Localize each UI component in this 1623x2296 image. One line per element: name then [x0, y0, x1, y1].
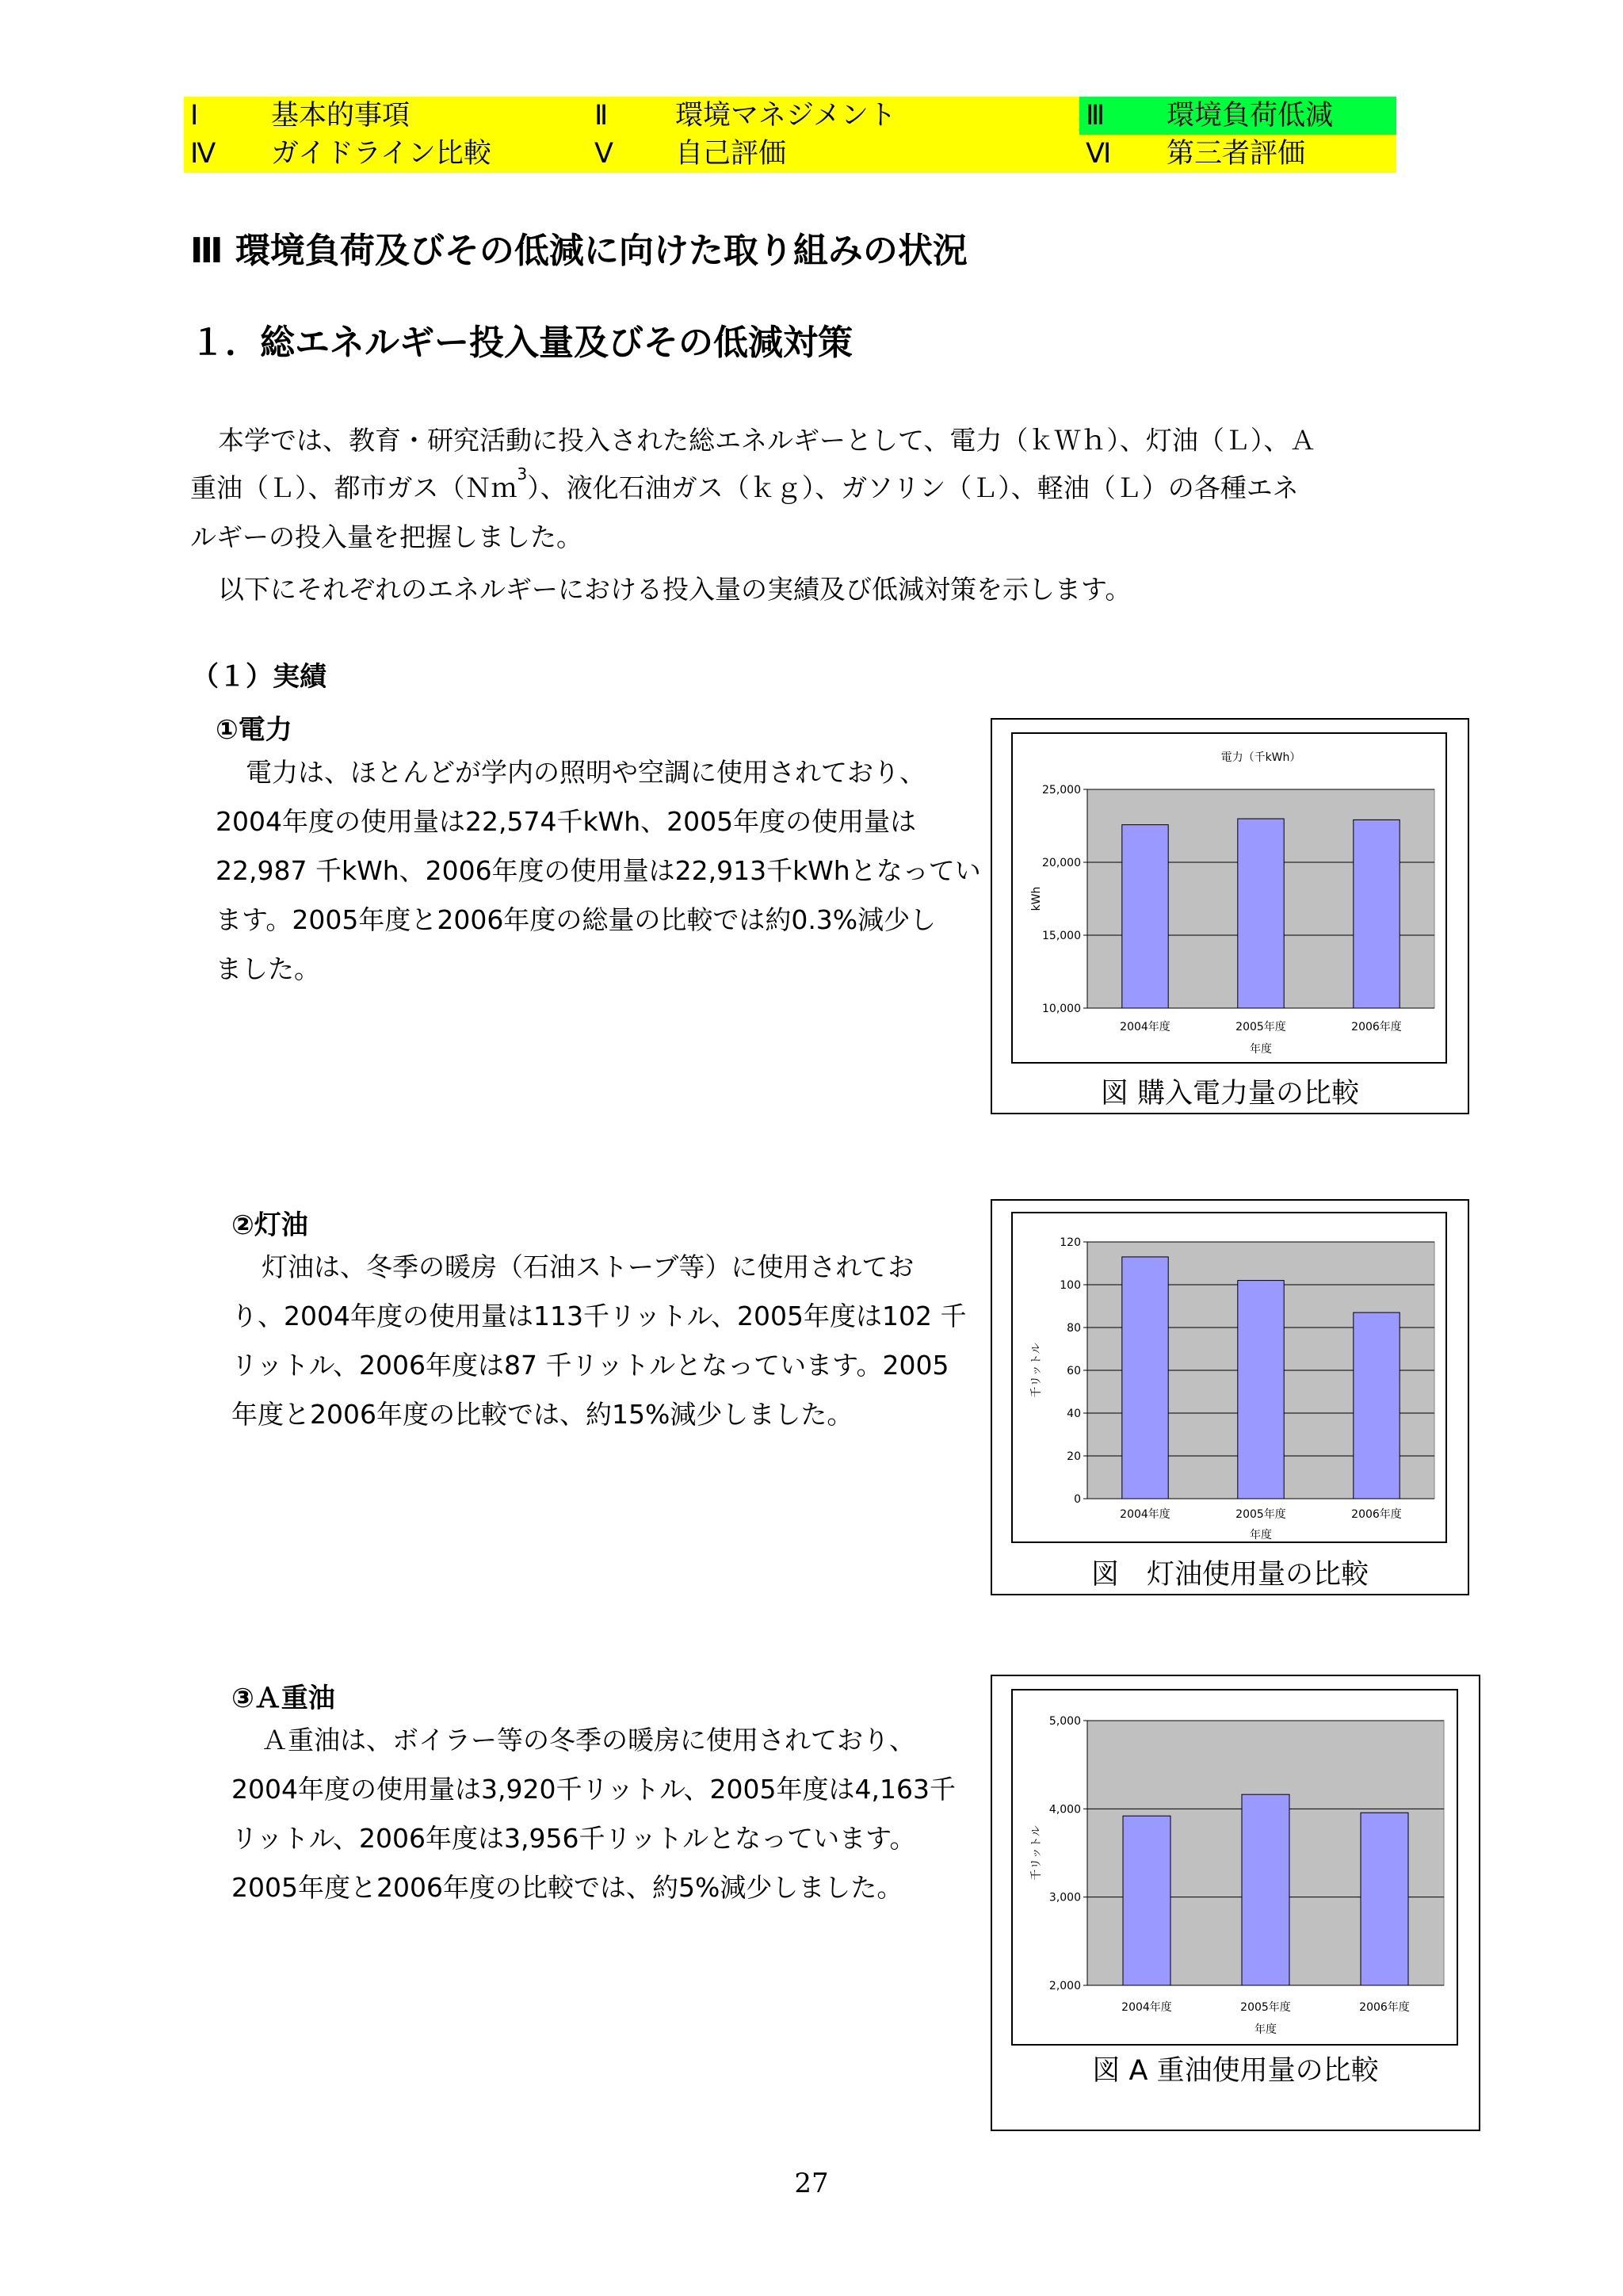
electricity-line-1: 電力は、ほとんどが学内の照明や空調に使用されており、 — [246, 757, 926, 788]
nav-item-basic[interactable]: Ⅰ 基本的事項 — [190, 100, 411, 132]
y-tick-label: 0 — [1074, 1493, 1081, 1506]
kerosene-chart-caption: 図 灯油使用量の比較 — [1090, 1559, 1369, 1591]
x-tick-label: 2006年度 — [1351, 1508, 1402, 1521]
x-tick-label: 2006年度 — [1351, 1021, 1402, 1033]
y-tick-label: 120 — [1060, 1236, 1081, 1249]
bar-2006年度 — [1354, 1312, 1400, 1499]
nav-item-load-reduction[interactable]: Ⅲ 環境負荷低減 — [1079, 97, 1396, 135]
results-heading: （１）実績 — [192, 661, 327, 693]
heavy-oil-chart-caption: 図 A 重油使用量の比較 — [1092, 2055, 1379, 2087]
y-tick-label: 3,000 — [1048, 1891, 1081, 1904]
x-axis-label: 年度 — [1250, 1529, 1272, 1541]
x-tick-label: 2005年度 — [1235, 1021, 1286, 1033]
electricity-line-4: ます。2005年度と2006年度の総量の比較では約0.3%減少し — [216, 904, 937, 935]
electricity-line-5: ました。 — [216, 953, 320, 984]
x-tick-label: 2004年度 — [1121, 2001, 1172, 2014]
heavy-oil-bar-chart — [1013, 1690, 1457, 2044]
bar-2005年度 — [1242, 1794, 1289, 1985]
y-axis-label: kWh — [1030, 886, 1043, 911]
page-title: Ⅲ 環境負荷及びその低減に向けた取り組みの状況 — [190, 231, 968, 271]
y-tick-label: 80 — [1067, 1322, 1081, 1335]
electricity-line-3: 22,987 千kWh、2006年度の使用量は22,913千kWhとなってい — [216, 855, 981, 886]
x-tick-label: 2005年度 — [1240, 2001, 1291, 2014]
heavy-oil-line-3: リットル、2006年度は3,956千リットルとなっています。 — [231, 1823, 916, 1854]
y-tick-label: 15,000 — [1042, 930, 1081, 942]
kerosene-bar-chart — [1013, 1213, 1445, 1541]
y-axis-label: 千リットル — [1030, 1825, 1043, 1881]
kerosene-heading: ②灯油 — [231, 1209, 308, 1241]
bar-2006年度 — [1361, 1813, 1408, 1985]
y-tick-label: 10,000 — [1042, 1003, 1081, 1015]
kerosene-line-3: リットル、2006年度は87 千リットルとなっています。2005 — [231, 1350, 949, 1381]
bar-2004年度 — [1122, 825, 1168, 1008]
y-tick-label: 20,000 — [1042, 857, 1081, 869]
y-tick-label: 40 — [1067, 1408, 1081, 1420]
electricity-chart-frame — [991, 718, 1469, 1114]
bar-2005年度 — [1238, 819, 1284, 1008]
heavy-oil-line-4: 2005年度と2006年度の比較では、約5%減少しました。 — [231, 1872, 903, 1903]
bar-2004年度 — [1123, 1816, 1170, 1985]
heavy-oil-line-2: 2004年度の使用量は3,920千リットル、2005年度は4,163千 — [231, 1774, 956, 1805]
bar-2006年度 — [1354, 819, 1400, 1008]
electricity-bar-chart — [1013, 734, 1445, 1062]
x-tick-label: 2004年度 — [1120, 1021, 1170, 1033]
intro-line-1: 本学では、教育・研究活動に投入された総エネルギーとして、電力（ｋＷｈ）、灯油（Ｌ）、Ａ — [218, 425, 1316, 456]
intro-line-2: 重油（Ｌ）、都市ガス（Ｎｍ$^3$）、液化石油ガス（ｋｇ）、ガソリン（Ｌ）、軽油（Ｌ）の各種エネ — [190, 464, 1299, 503]
y-tick-label: 25,000 — [1042, 784, 1081, 797]
heavy-oil-line-1: Ａ重油は、ボイラー等の冬季の暖房に使用されており、 — [262, 1725, 915, 1755]
y-tick-label: 2,000 — [1048, 1980, 1081, 1992]
section-nav — [184, 97, 1396, 173]
nav-item-self-evaluation[interactable]: Ⅴ 自己評価 — [594, 138, 787, 170]
kerosene-chart-frame — [991, 1199, 1469, 1595]
section-nav-row-2 — [184, 135, 1396, 173]
bar-2004年度 — [1122, 1257, 1168, 1499]
x-axis-label: 年度 — [1254, 2023, 1277, 2036]
kerosene-line-4: 年度と2006年度の比較では、約15%減少しました。 — [231, 1399, 854, 1430]
kerosene-line-1: 灯油は、冬季の暖房（石油ストーブ等）に使用されてお — [262, 1251, 915, 1282]
page-number: 27 — [794, 2168, 829, 2199]
x-tick-label: 2005年度 — [1235, 1508, 1286, 1521]
section-title: １．総エネルギー投入量及びその低減対策 — [190, 323, 853, 363]
x-tick-label: 2004年度 — [1120, 1508, 1170, 1521]
x-axis-label: 年度 — [1250, 1043, 1272, 1056]
y-tick-label: 60 — [1067, 1365, 1081, 1377]
kerosene-chart-area — [1011, 1212, 1447, 1543]
y-tick-label: 20 — [1067, 1450, 1081, 1463]
chart-title: 電力（千kWh） — [1220, 751, 1301, 764]
intro-line-4: 以下にそれぞれのエネルギーにおける投入量の実績及び低減対策を示します。 — [218, 574, 1132, 605]
heavy-oil-heading: ③Ａ重油 — [231, 1683, 335, 1714]
y-tick-label: 100 — [1060, 1279, 1081, 1292]
nav-item-management[interactable]: Ⅱ 環境マネジメント — [594, 100, 896, 132]
electricity-chart-area — [1011, 732, 1447, 1064]
electricity-heading: ①電力 — [216, 714, 292, 746]
x-tick-label: 2006年度 — [1359, 2001, 1410, 2014]
heavy-oil-chart-area — [1011, 1689, 1458, 2046]
electricity-line-2: 2004年度の使用量は22,574千kWh、2005年度の使用量は — [216, 806, 917, 837]
heavy-oil-chart-frame — [991, 1675, 1480, 2131]
section-nav-row-1 — [184, 97, 1396, 135]
intro-line-3: ルギーの投入量を把握しました。 — [190, 521, 582, 552]
y-tick-label: 4,000 — [1048, 1803, 1081, 1817]
y-axis-label: 千リットル — [1030, 1343, 1043, 1398]
nav-item-third-party[interactable]: Ⅵ 第三者評価 — [1086, 138, 1306, 170]
electricity-chart-caption: 図 購入電力量の比較 — [1100, 1078, 1360, 1110]
nav-item-guideline[interactable]: Ⅳ ガイドライン比較 — [190, 138, 491, 170]
kerosene-line-2: り、2004年度の使用量は113千リットル、2005年度は102 千 — [231, 1301, 967, 1331]
y-tick-label: 5,000 — [1048, 1715, 1081, 1728]
bar-2005年度 — [1238, 1281, 1284, 1499]
